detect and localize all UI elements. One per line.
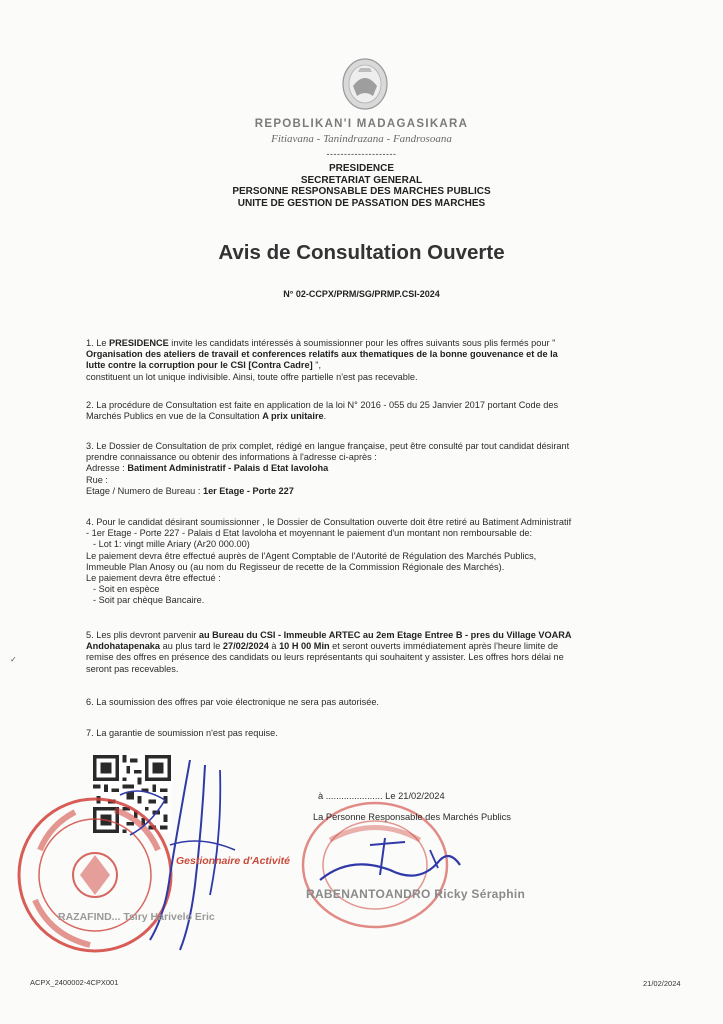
signature-date-line: à ...................... Le 21/02/2024 [318, 791, 445, 801]
office-line-presidence: PRESIDENCE [328, 163, 394, 174]
footer-date: 21/02/2024 [643, 979, 681, 988]
left-signatory-name: RAZAFIND... Tsiry Harivelo Eric [58, 911, 215, 923]
reference-number: N° 02-CCPX/PRM/SG/PRMP.CSI-2024 [283, 289, 440, 299]
document-code: ACPX_2400002-4CPX001 [30, 978, 119, 987]
paragraph-7: 7. La garantie de soumission n'est pas requise. [86, 728, 278, 738]
paragraph-6: 6. La soumission des offres par voie électronique ne sera pas autorisée. [86, 697, 379, 707]
madagascar-seal-icon [340, 56, 390, 112]
paragraph-4: 4. Pour le candidat désirant soumissionner , le Dossier de Consultation ouverte doit être retiré au Batiment Administratif - 1er Etage - Porte 227 - Palais d Etat Iavoloha et moyennant le paiement d'un montant non remboursable de: - Lot 1: vingt mille Ariary (Ar20 000.00) Le paiement devra être effectué auprès de l'Agent Comptable de l'Autorité de Régulation des Marchés Publics, Immeuble Plan Anosy ou (au nom du Regisseur de recette de la Commission Régionale des Marchés). Le paiement devra être effectué : - Soit en espèce - Soit par chèque Bancaire. [86, 517, 572, 606]
office-block [0, 163, 723, 209]
office-line-secretariat: SECRETARIAT GENERAL [300, 174, 423, 186]
header-separator: -------------------- [326, 149, 397, 159]
office-line-ugpm: UNITE DE GESTION DE PASSATION DES MARCHES [237, 197, 486, 209]
margin-mark-icon: ✓ [10, 655, 17, 664]
left-signatory-role: Gestionnaire d'Activité [176, 855, 290, 867]
paragraph-1: 1. Le PRESIDENCE invite les candidats intéressés à soumissionner pour les offres suivants sous plis fermés pour " Organisation des ateliers de travail et conferences relatifs aux thematiques de la bonne gouvenance et de la lutte contre la corruption pour le CSI [Contra Cadre] ", constituent un lot unique indivisible. Ainsi, toute offre partielle n'est pas recevable. [86, 338, 558, 382]
handwritten-signature-right [310, 830, 480, 890]
paragraph-3: 3. Le Dossier de Consultation de prix complet, rédigé en langue française, peut être consulté par tout candidat désirant prendre connaissance ou obtenir des informations à l'adresse ci-après : Adresse : Batiment Administratif - Palais d Etat Iavoloha Rue : Etage / Numero de Bureau : 1er Etage - Porte 227 [86, 441, 570, 496]
paragraph-2: 2. La procédure de Consultation est faite en application de la loi N° 2016 - 055 du 25 Janvier 2017 portant Code des Marchés Publics en vue de la Consultation A prix unitaire. [86, 400, 559, 422]
signature-date: Le 21/02/2024 [382, 791, 445, 801]
office-line-prmp: PERSONNE RESPONSABLE DES MARCHES PUBLICS [232, 186, 491, 198]
republic-name: REPOBLIKAN'I MADAGASIKARA [254, 118, 469, 130]
paragraph-5: 5. Les plis devront parvenir au Bureau du CSI - Immeuble ARTEC au 2em Etage Entree B - pres du Village VOARA Andohatapenaka au plus tard le 27/02/2024 à 10 H 00 Min et seront ouverts immédiatement après l'heure limite de remise des offres en présence des candidats ou leurs représentants qui souhaitent y assister. Les offres hors délai ne seront pas recevables. [86, 630, 572, 674]
document-title: Avis de Consultation Ouverte [218, 241, 505, 264]
national-motto: Fitiavana - Tanindrazana - Fandrosoana [271, 133, 452, 145]
right-signatory-role: La Personne Responsable des Marchés Publics [313, 812, 511, 822]
right-signatory-name: RABENANTOANDRO Ricky Séraphin [306, 887, 526, 901]
